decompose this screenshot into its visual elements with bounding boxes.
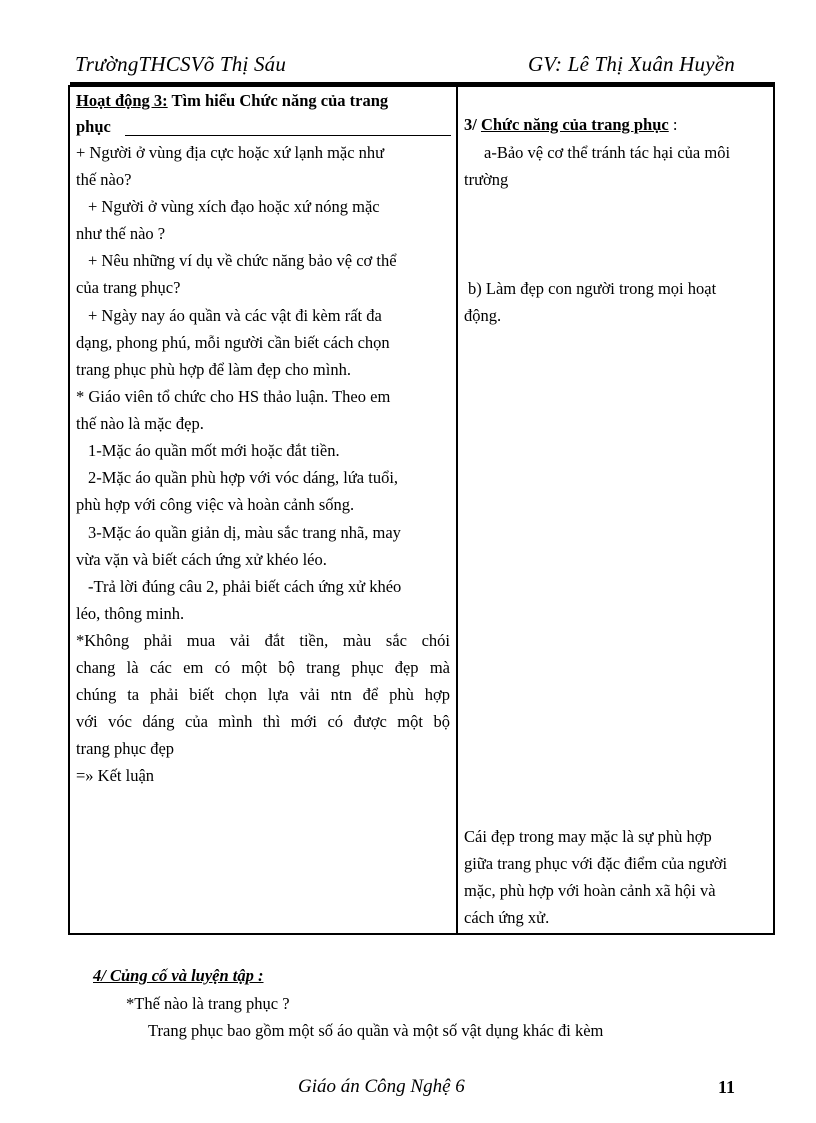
text-line: *Không phải mua vải đắt tiền, màu sắc chói: [76, 631, 450, 650]
text-line: thế nào là mặc đẹp.: [76, 414, 204, 433]
activity-heading-cont: phục: [76, 117, 111, 136]
content-column: [460, 87, 773, 933]
text-line: léo, thông minh.: [76, 604, 185, 623]
item-a: a-Bảo vệ cơ thể tránh tác hại của môi: [484, 143, 731, 162]
page-header: [75, 52, 735, 84]
text-line: + Người ở vùng xích đạo hoặc xứ nóng mặc: [88, 197, 380, 216]
consolidation-question: *Thế nào là trang phục ?: [126, 994, 290, 1013]
conclusion-text: mặc, phù hợp với hoàn cảnh xã hội và: [464, 881, 716, 900]
consolidation-heading: 4/ Củng cố và luyện tập :: [93, 966, 264, 985]
activity-column: [70, 87, 456, 933]
text-line: * Giáo viên tổ chức cho HS thảo luận. Theo em: [76, 387, 391, 406]
text-line: phù hợp với công việc và hoàn cảnh sống.: [76, 495, 355, 514]
text-line: trang phục đẹp: [76, 739, 175, 758]
text-line: với vóc dáng của mình thì mới có được một bộ: [76, 712, 450, 731]
section-heading: 3/ Chức năng của trang phục :: [464, 115, 678, 134]
teacher-name: GV: Lê Thị Xuân Huyền: [528, 52, 735, 76]
text-line: 1-Mặc áo quần mốt mới hoặc đắt tiền.: [88, 441, 340, 460]
text-line: -Trả lời đúng câu 2, phải biết cách ứng xử khéo: [88, 577, 402, 596]
consolidation-answer: Trang phục bao gồm một số áo quần và một số vật dụng khác đi kèm: [148, 1021, 604, 1040]
footer-title: Giáo án Công Nghệ 6: [298, 1076, 465, 1097]
text-line: dạng, phong phú, mỗi người cần biết cách chọn: [76, 333, 390, 352]
text-line: trang phục phù hợp để làm đẹp cho mình.: [76, 360, 351, 379]
text-line: như thế nào ?: [76, 224, 166, 243]
text-line: 3-Mặc áo quần giản dị, màu sắc trang nhã, may: [88, 523, 401, 542]
conclusion-text: cách ứng xử.: [464, 908, 550, 927]
text-line: + Người ở vùng địa cực hoặc xứ lạnh mặc như: [76, 143, 385, 162]
item-b-cont: động.: [464, 306, 502, 325]
text-line: chang là các em có một bộ trang phục đẹp mà: [76, 658, 450, 677]
heading-underline: [125, 135, 451, 136]
column-divider: [456, 87, 458, 933]
school-name: TrườngTHCSVõ Thị Sáu: [75, 52, 287, 76]
text-line: thế nào?: [76, 170, 132, 189]
item-a-cont: trường: [464, 170, 509, 189]
lesson-table: [68, 85, 775, 935]
activity-heading: Hoạt động 3: Tìm hiểu Chức năng của trang: [76, 91, 389, 110]
text-line: + Nêu những ví dụ về chức năng bảo vệ cơ thể: [88, 251, 397, 270]
text-line: của trang phục?: [76, 278, 181, 297]
page-number: 11: [718, 1077, 736, 1097]
conclusion-text: giữa trang phục với đặc điểm của người: [464, 854, 728, 873]
conclusion-text: Cái đẹp trong may mặc là sự phù hợp: [464, 827, 712, 846]
item-b: b) Làm đẹp con người trong mọi hoạt: [468, 279, 717, 298]
conclusion-label: =» Kết luận: [76, 766, 155, 785]
text-line: vừa vặn và biết cách ứng xử khéo léo.: [76, 550, 327, 569]
text-line: chúng ta phải biết chọn lựa vải ntn để phù hợp: [76, 685, 450, 704]
text-line: + Ngày nay áo quần và các vật đi kèm rất đa: [88, 306, 382, 325]
text-line: 2-Mặc áo quần phù hợp với vóc dáng, lứa tuổi,: [88, 468, 399, 487]
